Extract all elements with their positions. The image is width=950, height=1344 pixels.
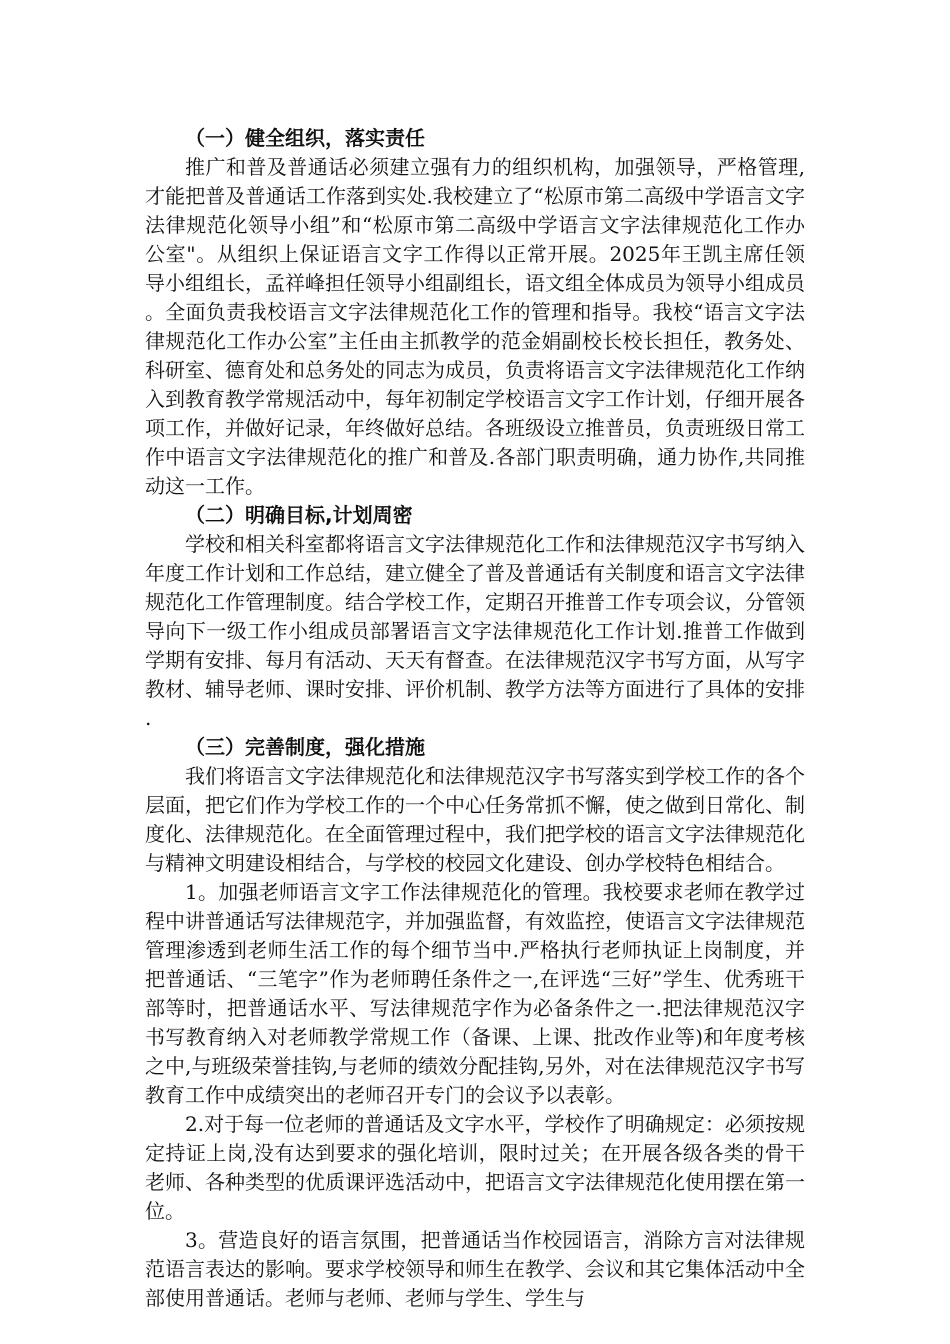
paragraph-goals: 学校和相关科室都将语言文字法律规范化工作和法律规范汉字书写纳入年度工作计划和工作总结，建立健全了普及普通话有关制度和语言文字法律规范化工作管理制度。结合学校工作，定期召开推普工作专项会议，分管领导向下一级工作小组成员部署语言文字法律规范化工作计划.推普工作做到学期有安排、每月有活动、天天有督查。在法律规范汉字书写方面，从写字教材、辅导老师、课时安排、评价机制、教学方法等方面进行了具体的安排. xyxy=(145,532,805,730)
paragraph-item-2: 2.对于每一位老师的普通话及文字水平，学校作了明确规定：必须按规定持证上岗,没有达到要求的强化培训，限时过关；在开展各级各类的骨干老师、各种类型的优质课评选活动中，把语言文字法律规范化使用摆在第一位。 xyxy=(145,1112,805,1223)
document-page xyxy=(145,124,805,1313)
paragraph-item-3: 3。营造良好的语言氛围，把普通话当作校园语言，消除方言对法律规范语言表达的影响。要求学校领导和师生在教学、会议和其它集体活动中全部使用普通话。老师与老师、老师与学生、学生与 xyxy=(145,1228,805,1310)
paragraph-system-intro: 我们将语言文字法律规范化和法律规范汉字书写落实到学校工作的各个层面，把它们作为学校工作的一个中心任务常抓不懈，使之做到日常化、制度化、法律规范化。在全面管理过程中，我们把学校的语言文字法律规范化与精神文明建设相结合，与学校的校园文化建设、创办学校特色相结合。 xyxy=(145,764,805,875)
section-heading-1: （一）健全组织，落实责任 xyxy=(185,126,425,150)
section-heading-2: （二）明确目标,计划周密 xyxy=(185,503,413,527)
paragraph-item-1: 1。加强老师语言文字工作法律规范化的管理。我校要求老师在教学过程中讲普通话写法律规范字，并加强监督，有效监控，使语言文字法律规范管理渗透到老师生活工作的每个细节当中.严格执行老师执证上岗制度，并把普通话、“三笔字”作为老师聘任条件之一,在评选“三好”学生、优秀班干部等时，把普通话水平、写法律规范字作为必备条件之一.把法律规范汉字书写教育纳入对老师教学常规工作（备课、上课、批改作业等)和年度考核之中,与班级荣誉挂钩,与老师的绩效分配挂钩,另外，对在法律规范汉字书写教育工作中成绩突出的老师召开专门的会议予以表彰。 xyxy=(145,880,805,1107)
paragraph-organization: 推广和普及普通话必须建立强有力的组织机构，加强领导，严格管理,才能把普及普通话工作落到实处.我校建立了“松原市第二高级中学语言文字法律规范化领导小组”和“松原市第二高级中学语言文字法律规范化工作办公室"。从组织上保证语言文字工作得以正常开展。2025年王凯主席任领导小组组长，孟祥峰担任领导小组副组长，语文组全体成员为领导小组成员。全面负责我校语言文字法律规范化工作的管理和指导。我校“语言文字法律规范化工作办公室”主任由主抓教学的范金娟副校长校长担任，教务处、科研室、德育处和总务处的同志为成员，负责将语言文字法律规范化工作纳入到教育教学常规活动中，每年初制定学校语言文字工作计划，仔细开展各项工作，并做好记录，年终做好总结。各班级设立推普员，负责班级日常工作中语言文字法律规范化的推广和普及.各部门职责明确，通力协作,共同推动这一工作。 xyxy=(145,155,805,498)
section-heading-3: （三）完善制度，强化措施 xyxy=(185,735,425,759)
